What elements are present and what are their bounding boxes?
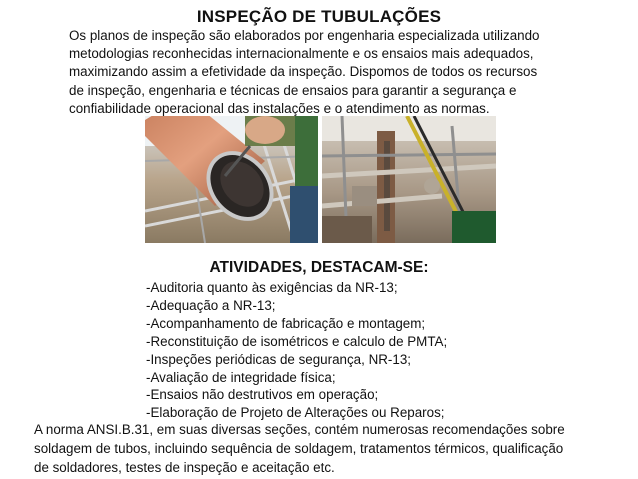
pipe-inspection-icon	[145, 116, 318, 243]
footer-line: A norma ANSI.B.31, em suas diversas seções, contém numerosas recomendações sobre	[34, 422, 565, 437]
footer-line: de soldadores, testes de inspeção e aceitação etc.	[34, 460, 335, 475]
list-item: -Reconstituição de isométricos e calculo de PMTA;	[146, 333, 448, 349]
list-item: -Avaliação de integridade física;	[146, 369, 336, 385]
list-item: -Ensaios não destrutivos em operação;	[146, 387, 379, 403]
activities-heading: ATIVIDADES, DESTACAM-SE:	[209, 259, 429, 276]
footer-paragraph	[34, 420, 614, 477]
intro-line: Os planos de inspeção são elaborados por engenharia especializada utilizando	[69, 28, 540, 43]
intro-line: metodologias reconhecidas internacionalmente e os ensaios mais adequados,	[69, 46, 534, 62]
list-item: -Adequação a NR-13;	[146, 297, 276, 313]
list-item: -Auditoria quanto às exigências da NR-13;	[146, 280, 398, 295]
list-item: -Elaboração de Projeto de Alterações ou Reparos;	[146, 405, 445, 421]
intro-line: de inspeção, engenharia e técnicas de ensaios para garantir a segurança e	[69, 82, 517, 98]
footer-line: soldagem de tubos, incluindo sequência de soldagem, tratamentos térmicos, qualificação	[34, 441, 564, 456]
pipe-inspection-photo	[145, 116, 318, 243]
activities-list	[146, 279, 447, 422]
industrial-plant-photo	[322, 116, 496, 243]
intro-paragraph	[69, 27, 599, 118]
intro-line: confiabilidade operacional das instalações e o atendimento as normas.	[69, 100, 490, 116]
page-title: INSPEÇÃO DE TUBULAÇÕES	[196, 7, 442, 26]
list-item: -Inspeções periódicas de segurança, NR-13;	[146, 351, 411, 367]
industrial-plant-icon	[322, 116, 496, 243]
intro-line: maximizando assim a efetividade da inspeção. Dispomos de todos os recursos	[69, 64, 538, 80]
list-item: -Acompanhamento de fabricação e montagem;	[146, 315, 426, 331]
